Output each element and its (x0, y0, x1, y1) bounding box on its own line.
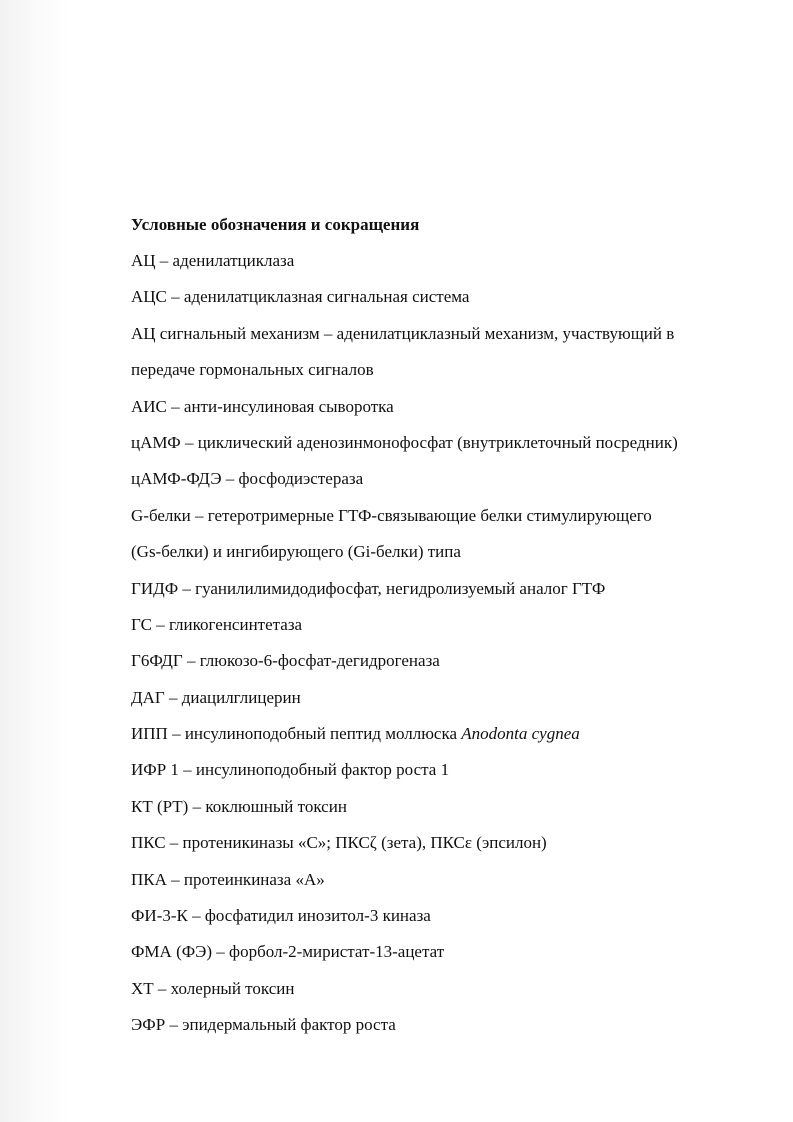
abbreviation-line-continuation: передаче гормональных сигналов (131, 360, 374, 380)
abbreviations-page (131, 214, 741, 1051)
abbreviation-line: ЭФР – эпидермальный фактор роста (131, 1015, 396, 1035)
species-name: Anodonta cygnea (461, 724, 580, 744)
abbreviation-line: ДАГ – диацилглицерин (131, 687, 301, 707)
abbreviation-line: цАМФ-ФДЭ – фосфодиэстераза (131, 469, 364, 489)
abbreviation-line-continuation: (Gs-белки) и ингибирующего (Gi-белки) типа (131, 542, 461, 562)
abbreviation-line: АЦС – аденилатциклазная сигнальная система (131, 287, 470, 307)
abbreviation-line: ПКС – протеникиназы «С»; ПКСζ (зета), ПКСε (эпсилон) (131, 833, 547, 853)
abbreviation-line: цАМФ – циклический аденозинмонофосфат (внутриклеточный посредник) (131, 432, 678, 452)
abbreviation-line: АЦ – аденилатциклаза (131, 251, 295, 270)
abbreviation-line: АИС – анти-инсулиновая сыворотка (131, 396, 394, 416)
abbreviation-line: ПКА – протеинкиназа «А» (131, 869, 325, 889)
abbreviation-line: Г6ФДГ – глюкозо-6-фосфат-дегидрогеназа (131, 651, 440, 671)
abbreviation-line: ГС – гликогенсинтетаза (131, 614, 303, 634)
abbreviation-line: ФМА (ФЭ) – форбол-2-миристат-13-ацетат (131, 942, 445, 962)
abbreviation-line: ФИ-3-К – фосфатидил инозитол-3 киназа (131, 906, 431, 926)
abbreviation-line: АЦ сигнальный механизм – аденилатциклазный механизм, участвующий в (131, 323, 675, 343)
abbreviation-line: ХТ – холерный токсин (131, 978, 295, 998)
abbreviation-line: G-белки – гетеротримерные ГТФ-связывающие белки стимулирующего (131, 505, 652, 525)
ipp-text: ИПП – инсулиноподобный пептид моллюска (131, 724, 462, 744)
abbreviation-line: ИФР 1 – инсулиноподобный фактор роста 1 (131, 760, 450, 780)
page-title: Условные обозначения и сокращения (131, 215, 420, 234)
abbreviation-line: КТ (РТ) – коклюшный токсин (131, 796, 347, 816)
abbreviation-line: ГИДФ – гуанилилимидодифосфат, негидролизуемый аналог ГТФ (131, 578, 606, 598)
abbreviation-line-ipp (131, 723, 741, 745)
